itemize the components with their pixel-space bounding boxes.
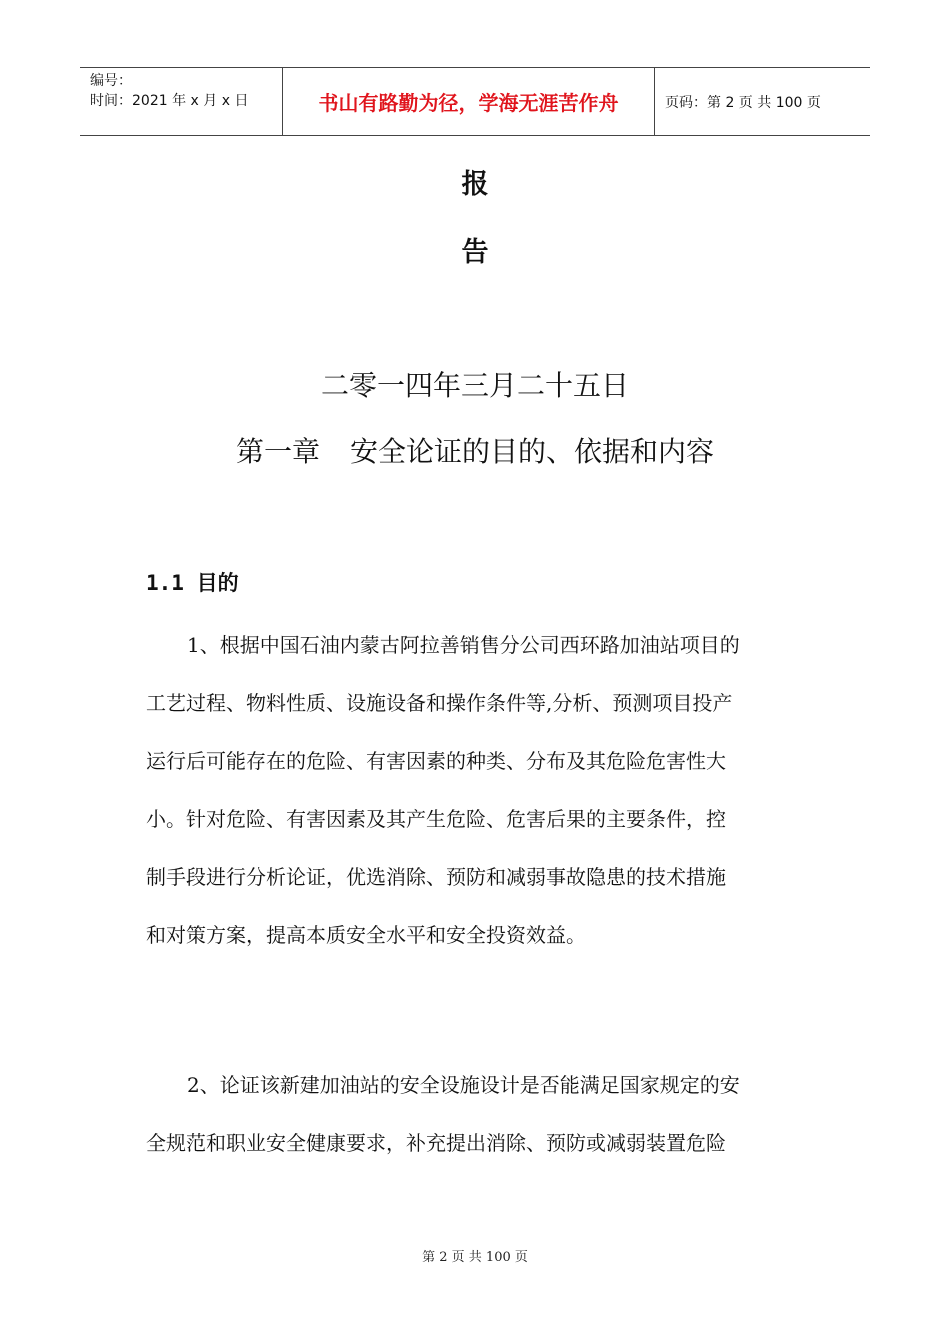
paragraph-1 — [146, 616, 806, 964]
paragraph-line: 和对策方案，提高本质安全水平和安全投资效益。 — [146, 923, 586, 947]
paragraph-line: 运行后可能存在的危险、有害因素的种类、分布及其危险危害性大 — [146, 749, 726, 773]
title-char-1: 报 — [461, 169, 489, 200]
paragraph-line: 工艺过程、物料性质、设施设备和操作条件等,分析、预测项目投产 — [146, 691, 733, 715]
paragraph-line: 制手段进行分析论证，优选消除、预防和减弱事故隐患的技术措施 — [146, 865, 726, 889]
paragraph-line: 2、论证该新建加油站的安全设施设计是否能满足国家规定的安 — [187, 1073, 740, 1097]
number-label: 编号： — [90, 73, 132, 89]
paragraph-line: 1、根据中国石油内蒙古阿拉善销售分公司西环路加油站项目的 — [187, 633, 740, 657]
section-heading: 1.1 目的 — [146, 571, 239, 595]
time-label: 时间：2021 年 x 月 x 日 — [90, 93, 249, 109]
page-footer: 第 2 页 共 100 页 — [422, 1250, 528, 1265]
report-date: 二零一四年三月二十五日 — [320, 369, 629, 402]
chapter-heading — [0, 432, 950, 472]
chapter-title: 安全论证的目的、依据和内容 — [350, 435, 715, 468]
title-char-2: 告 — [461, 237, 489, 268]
header-motto: 书山有路勤为径，学海无涯苦作舟 — [282, 68, 655, 135]
document-header — [80, 67, 870, 136]
paragraph-line: 全规范和职业安全健康要求，补充提出消除、预防或减弱装置危险 — [146, 1131, 726, 1155]
header-page-info: 页码：第 2 页 共 100 页 — [665, 94, 821, 111]
paragraph-2 — [146, 1056, 806, 1172]
chapter-label: 第一章 — [235, 435, 320, 468]
header-meta — [80, 68, 282, 135]
paragraph-line: 小。针对危险、有害因素及其产生危险、危害后果的主要条件，控 — [146, 807, 726, 831]
